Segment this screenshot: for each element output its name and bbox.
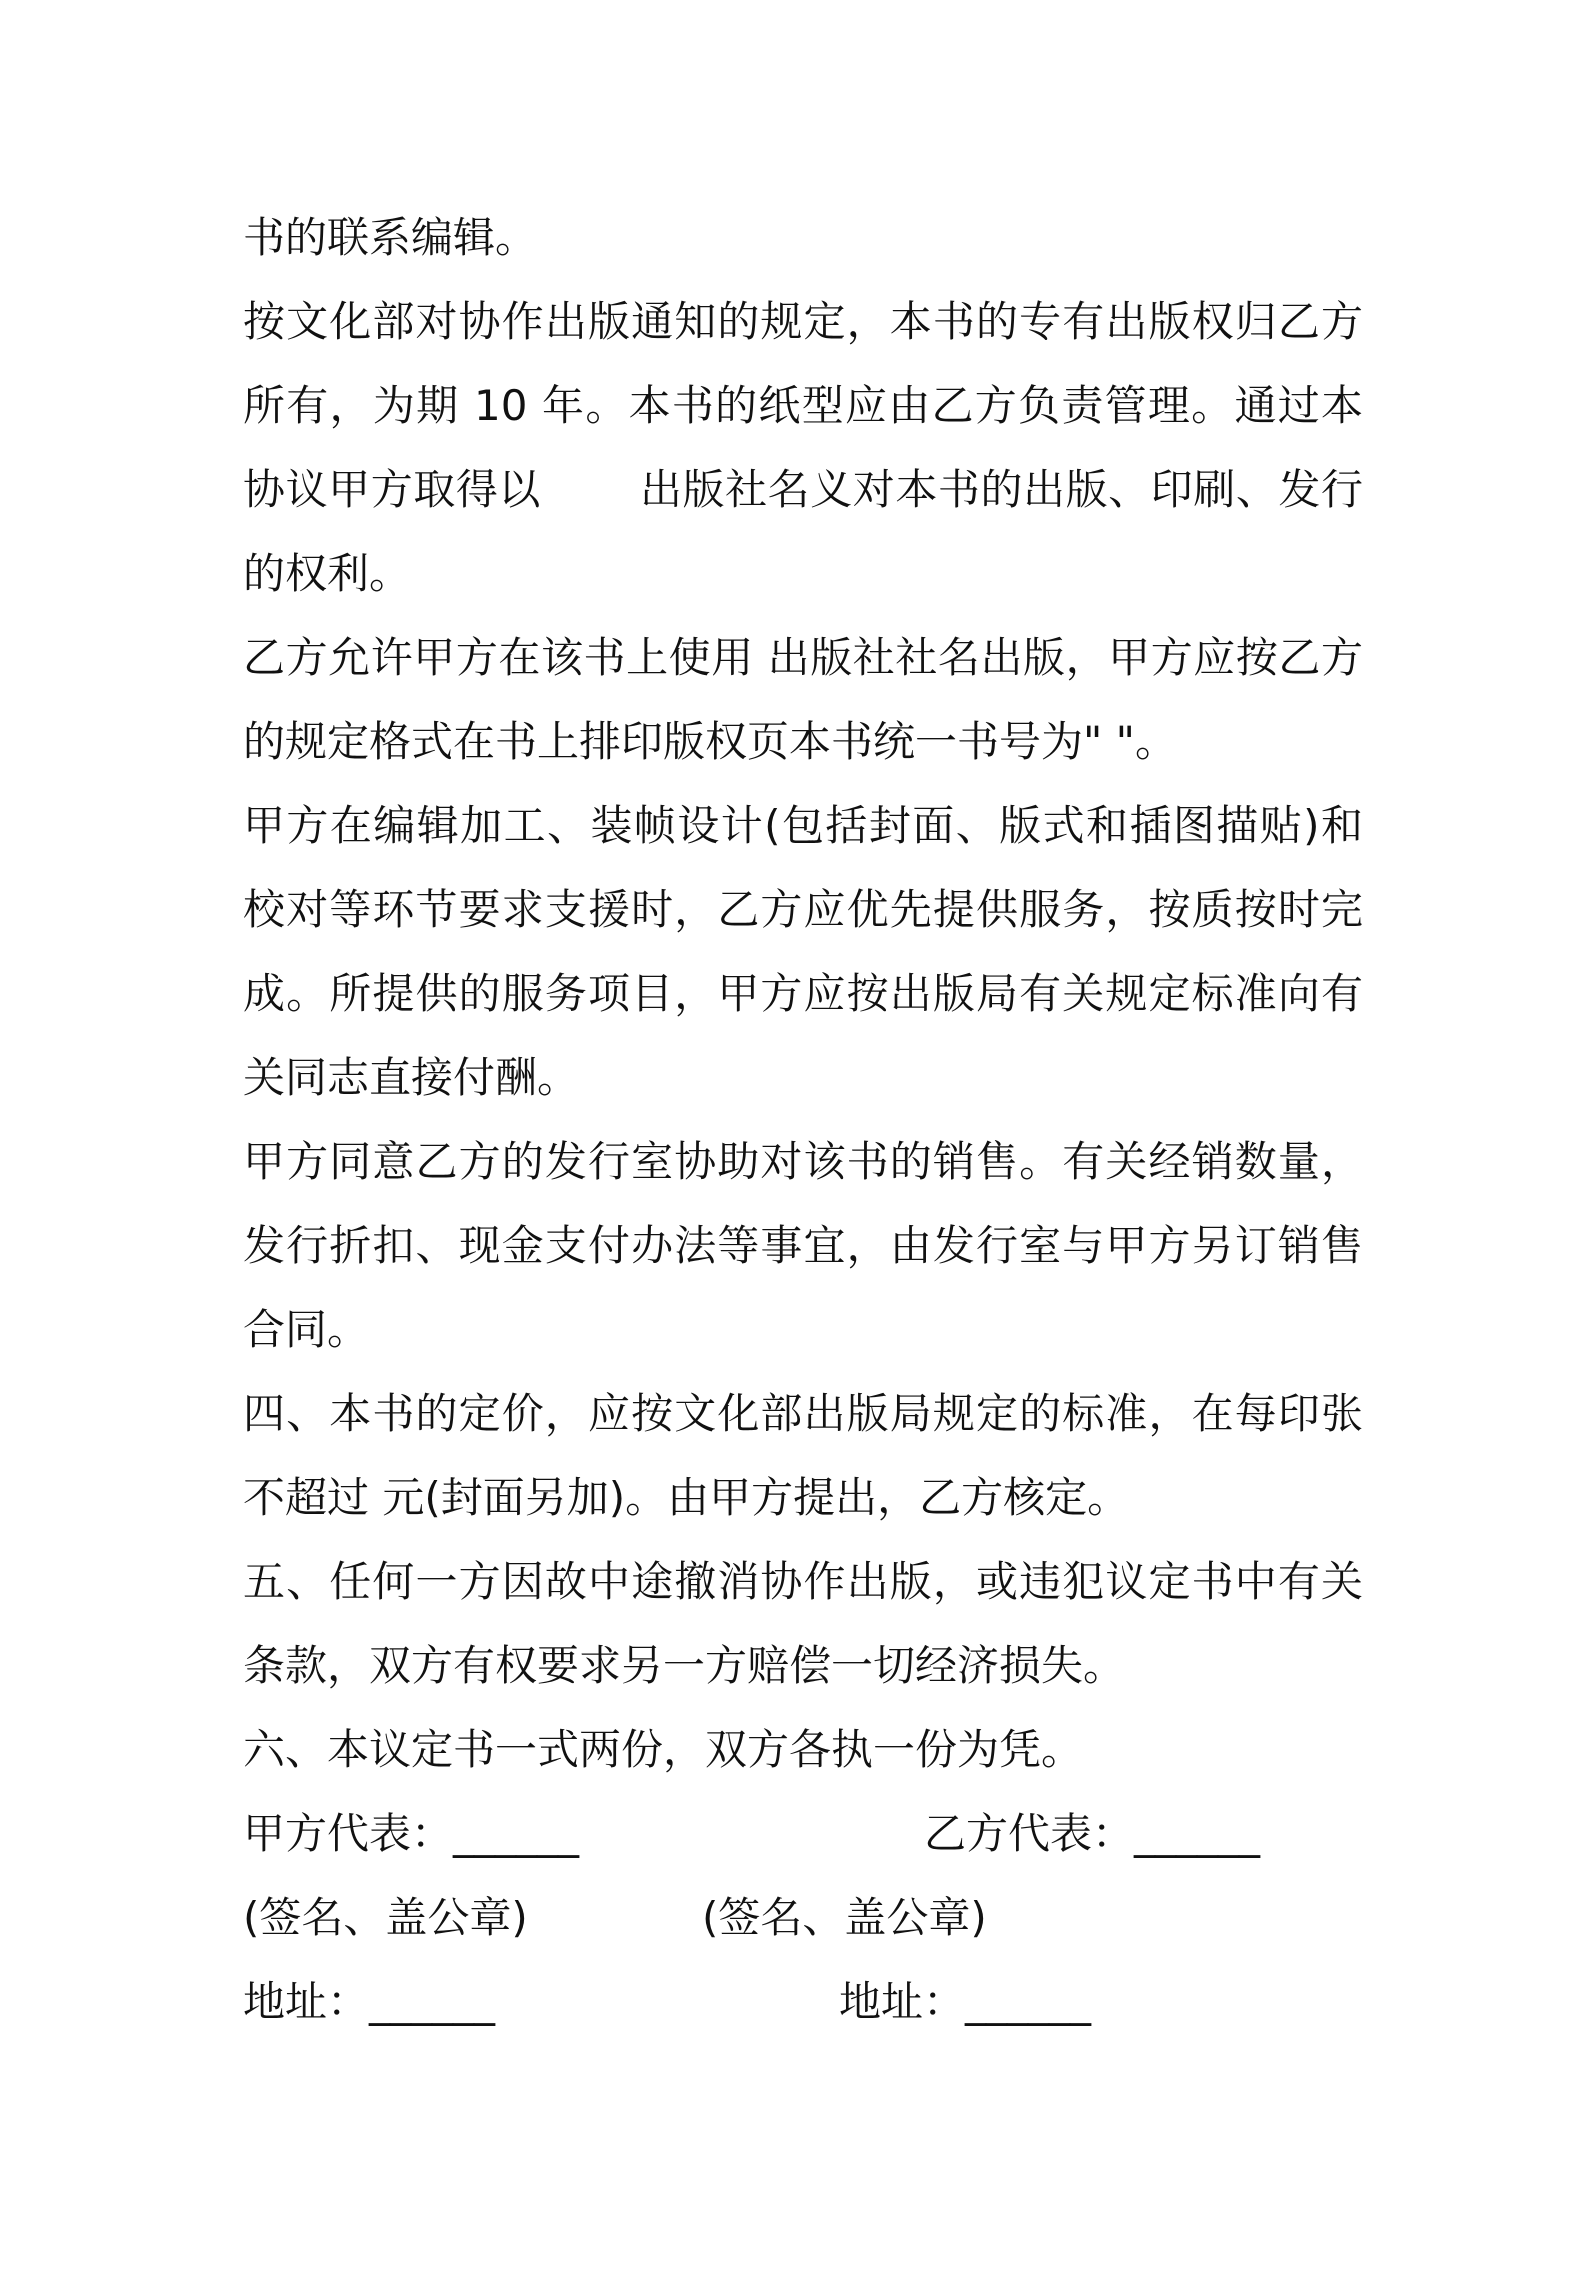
party-a-address: 地址：______ (243, 1977, 496, 2026)
signature-seal-row (243, 1876, 1363, 1960)
signature-address-row (243, 1960, 1363, 2044)
party-b-address: 地址：______ (839, 1977, 1092, 2026)
paragraph-editing-support: 甲方在编辑加工、装帧设计(包括封面、版式和插图描贴)和校对等环节要求支援时，乙方应优先提供服务，按质按时完成。所提供的服务项目，甲方应按出版局有关规定标准向有关同志直接付酬。 (243, 801, 1363, 1102)
party-b-representative: 乙方代表：______ (924, 1809, 1261, 1858)
paragraph-sales-assistance: 甲方同意乙方的发行室协助对该书的销售。有关经销数量，发行折扣、现金支付办法等事宜，由发行室与甲方另订销售合同。 (243, 1137, 1363, 1354)
party-a-seal-note: (签名、盖公章) (243, 1893, 528, 1942)
paragraph-clause-five-cancellation: 五、任何一方因故中途撤消协作出版，或违犯议定书中有关条款，双方有权要求另一方赔偿一切经济损失。 (243, 1557, 1363, 1690)
paragraph-editor-contact: 书的联系编辑。 (243, 213, 538, 262)
paragraph-clause-four-pricing: 四、本书的定价，应按文化部出版局规定的标准，在每印张不超过 元(封面另加)。由甲方提出，乙方核定。 (243, 1389, 1363, 1522)
paragraph-publisher-name-usage: 乙方允许甲方在该书上使用 出版社社名出版，甲方应按乙方的规定格式在书上排印版权页本书统一书号为" "。 (243, 633, 1363, 766)
party-a-representative: 甲方代表：______ (243, 1809, 580, 1858)
document-body (243, 196, 1363, 2044)
paragraph-publishing-rights: 按文化部对协作出版通知的规定，本书的专有出版权归乙方所有，为期 10 年。本书的纸型应由乙方负责管理。通过本协议甲方取得以 出版社名义对本书的出版、印刷、发行的权利。 (243, 297, 1363, 598)
signature-representatives-row (243, 1792, 1363, 1876)
party-b-seal-note: (签名、盖公章) (702, 1893, 987, 1942)
paragraph-clause-six-copies: 六、本议定书一式两份，双方各执一份为凭。 (243, 1725, 1084, 1774)
